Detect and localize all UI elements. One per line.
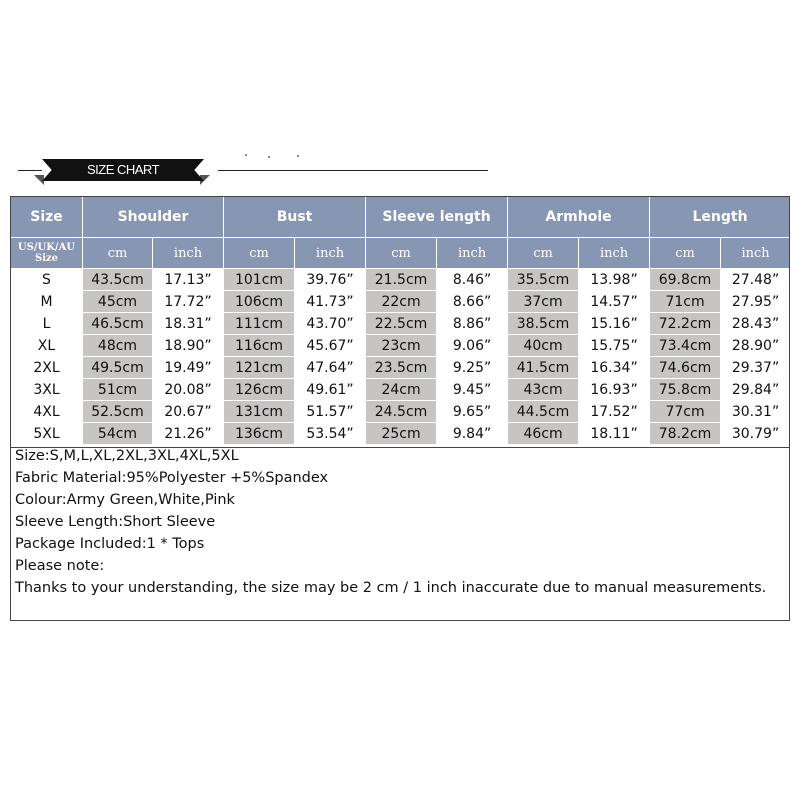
sleeve-inch-cell: 8.46” [437,269,508,291]
unit-inch: inch [437,238,508,269]
info-colour: Colour:Army Green,White,Pink [15,492,235,508]
length-cm-cell: 72.2cm [650,313,721,335]
sleeve-cm-cell: 22cm [366,291,437,313]
unit-inch: inch [721,238,791,269]
shoulder-inch-cell: 19.49” [153,357,224,379]
armhole-inch-cell: 16.34” [579,357,650,379]
shoulder-cm-cell: 52.5cm [83,401,153,423]
size-cell: L [11,313,83,335]
info-package: Package Included:1 * Tops [15,536,205,552]
banner-dot [297,155,299,157]
shoulder-inch-cell: 17.72” [153,291,224,313]
size-cell: 3XL [11,379,83,401]
shoulder-inch-cell: 21.26” [153,423,224,445]
sleeve-inch-cell: 9.25” [437,357,508,379]
length-inch-cell: 30.79” [721,423,791,445]
info-fabric: Fabric Material:95%Polyester +5%Spandex [15,470,329,486]
length-cm-cell: 71cm [650,291,721,313]
unit-inch: inch [295,238,366,269]
info-note-text: Thanks to your understanding, the size may be 2 cm / 1 inch inaccurate due to manual measurements. [15,580,767,596]
bust-cm-cell: 131cm [224,401,295,423]
size-cell: 2XL [11,357,83,379]
table-frame [10,196,790,448]
banner-title: SIZE CHART [86,162,160,177]
bust-cm-cell: 116cm [224,335,295,357]
sleeve-inch-cell: 9.65” [437,401,508,423]
shoulder-inch-cell: 18.31” [153,313,224,335]
sleeve-cm-cell: 25cm [366,423,437,445]
shoulder-cm-cell: 43.5cm [83,269,153,291]
product-info [10,446,790,621]
bust-cm-cell: 121cm [224,357,295,379]
armhole-inch-cell: 15.75” [579,335,650,357]
sleeve-inch-cell: 9.45” [437,379,508,401]
bust-cm-cell: 106cm [224,291,295,313]
unit-cm: cm [224,238,295,269]
armhole-cm-cell: 46cm [508,423,579,445]
bust-cm-cell: 136cm [224,423,295,445]
shoulder-inch-cell: 17.13” [153,269,224,291]
length-inch-cell: 29.84” [721,379,791,401]
info-sizes: Size:S,M,L,XL,2XL,3XL,4XL,5XL [15,448,239,464]
bust-inch-cell: 43.70” [295,313,366,335]
armhole-inch-cell: 16.93” [579,379,650,401]
armhole-cm-cell: 41.5cm [508,357,579,379]
shoulder-inch-cell: 20.08” [153,379,224,401]
size-cell: M [11,291,83,313]
sleeve-cm-cell: 23.5cm [366,357,437,379]
banner-dot [245,154,247,156]
bust-cm-cell: 101cm [224,269,295,291]
armhole-cm-cell: 38.5cm [508,313,579,335]
shoulder-cm-cell: 46.5cm [83,313,153,335]
armhole-inch-cell: 17.52” [579,401,650,423]
armhole-cm-cell: 44.5cm [508,401,579,423]
unit-inch: inch [153,238,224,269]
armhole-cm-cell: 37cm [508,291,579,313]
sleeve-length-header: Sleeve length [366,197,508,238]
sleeve-inch-cell: 8.86” [437,313,508,335]
shoulder-cm-cell: 48cm [83,335,153,357]
length-inch-cell: 29.37” [721,357,791,379]
armhole-inch-cell: 14.57” [579,291,650,313]
length-inch-cell: 27.95” [721,291,791,313]
sleeve-inch-cell: 9.06” [437,335,508,357]
info-note-heading: Please note: [15,558,105,574]
length-inch-cell: 30.31” [721,401,791,423]
info-sleeve: Sleeve Length:Short Sleeve [15,514,216,530]
length-cm-cell: 69.8cm [650,269,721,291]
sleeve-inch-cell: 9.84” [437,423,508,445]
armhole-cm-cell: 43cm [508,379,579,401]
bust-inch-cell: 49.61” [295,379,366,401]
shoulder-inch-cell: 20.67” [153,401,224,423]
unit-cm: cm [650,238,721,269]
size-header: Size [11,197,83,238]
length-cm-cell: 77cm [650,401,721,423]
unit-inch: inch [579,238,650,269]
banner-rule-right [218,170,488,171]
unit-cm: cm [366,238,437,269]
size-subheader-region: US/UK/AU [17,242,76,253]
sleeve-cm-cell: 23cm [366,335,437,357]
sleeve-cm-cell: 21.5cm [366,269,437,291]
shoulder-cm-cell: 45cm [83,291,153,313]
unit-cm: cm [508,238,579,269]
length-inch-cell: 28.90” [721,335,791,357]
bust-inch-cell: 47.64” [295,357,366,379]
size-cell: S [11,269,83,291]
length-inch-cell: 28.43” [721,313,791,335]
sleeve-cm-cell: 22.5cm [366,313,437,335]
banner-rule-left [18,170,42,171]
sleeve-cm-cell: 24.5cm [366,401,437,423]
length-cm-cell: 75.8cm [650,379,721,401]
sleeve-cm-cell: 24cm [366,379,437,401]
shoulder-cm-cell: 51cm [83,379,153,401]
shoulder-cm-cell: 54cm [83,423,153,445]
size-cell: XL [11,335,83,357]
length-header: Length [650,197,791,238]
bust-inch-cell: 39.76” [295,269,366,291]
bust-cm-cell: 111cm [224,313,295,335]
length-cm-cell: 74.6cm [650,357,721,379]
armhole-inch-cell: 15.16” [579,313,650,335]
length-inch-cell: 27.48” [721,269,791,291]
bust-header: Bust [224,197,366,238]
unit-cm: cm [83,238,153,269]
banner-dot [268,156,270,158]
armhole-inch-cell: 13.98” [579,269,650,291]
armhole-header: Armhole [508,197,650,238]
shoulder-cm-cell: 49.5cm [83,357,153,379]
size-cell: 5XL [11,423,83,445]
size-subheader-label: Size [34,253,59,264]
armhole-cm-cell: 40cm [508,335,579,357]
bust-cm-cell: 126cm [224,379,295,401]
armhole-cm-cell: 35.5cm [508,269,579,291]
shoulder-inch-cell: 18.90” [153,335,224,357]
length-cm-cell: 78.2cm [650,423,721,445]
bust-inch-cell: 53.54” [295,423,366,445]
size-chart-banner [12,150,482,192]
armhole-inch-cell: 18.11” [579,423,650,445]
bust-inch-cell: 51.57” [295,401,366,423]
shoulder-header: Shoulder [83,197,224,238]
bust-inch-cell: 41.73” [295,291,366,313]
length-cm-cell: 73.4cm [650,335,721,357]
bust-inch-cell: 45.67” [295,335,366,357]
size-cell: 4XL [11,401,83,423]
sleeve-inch-cell: 8.66” [437,291,508,313]
